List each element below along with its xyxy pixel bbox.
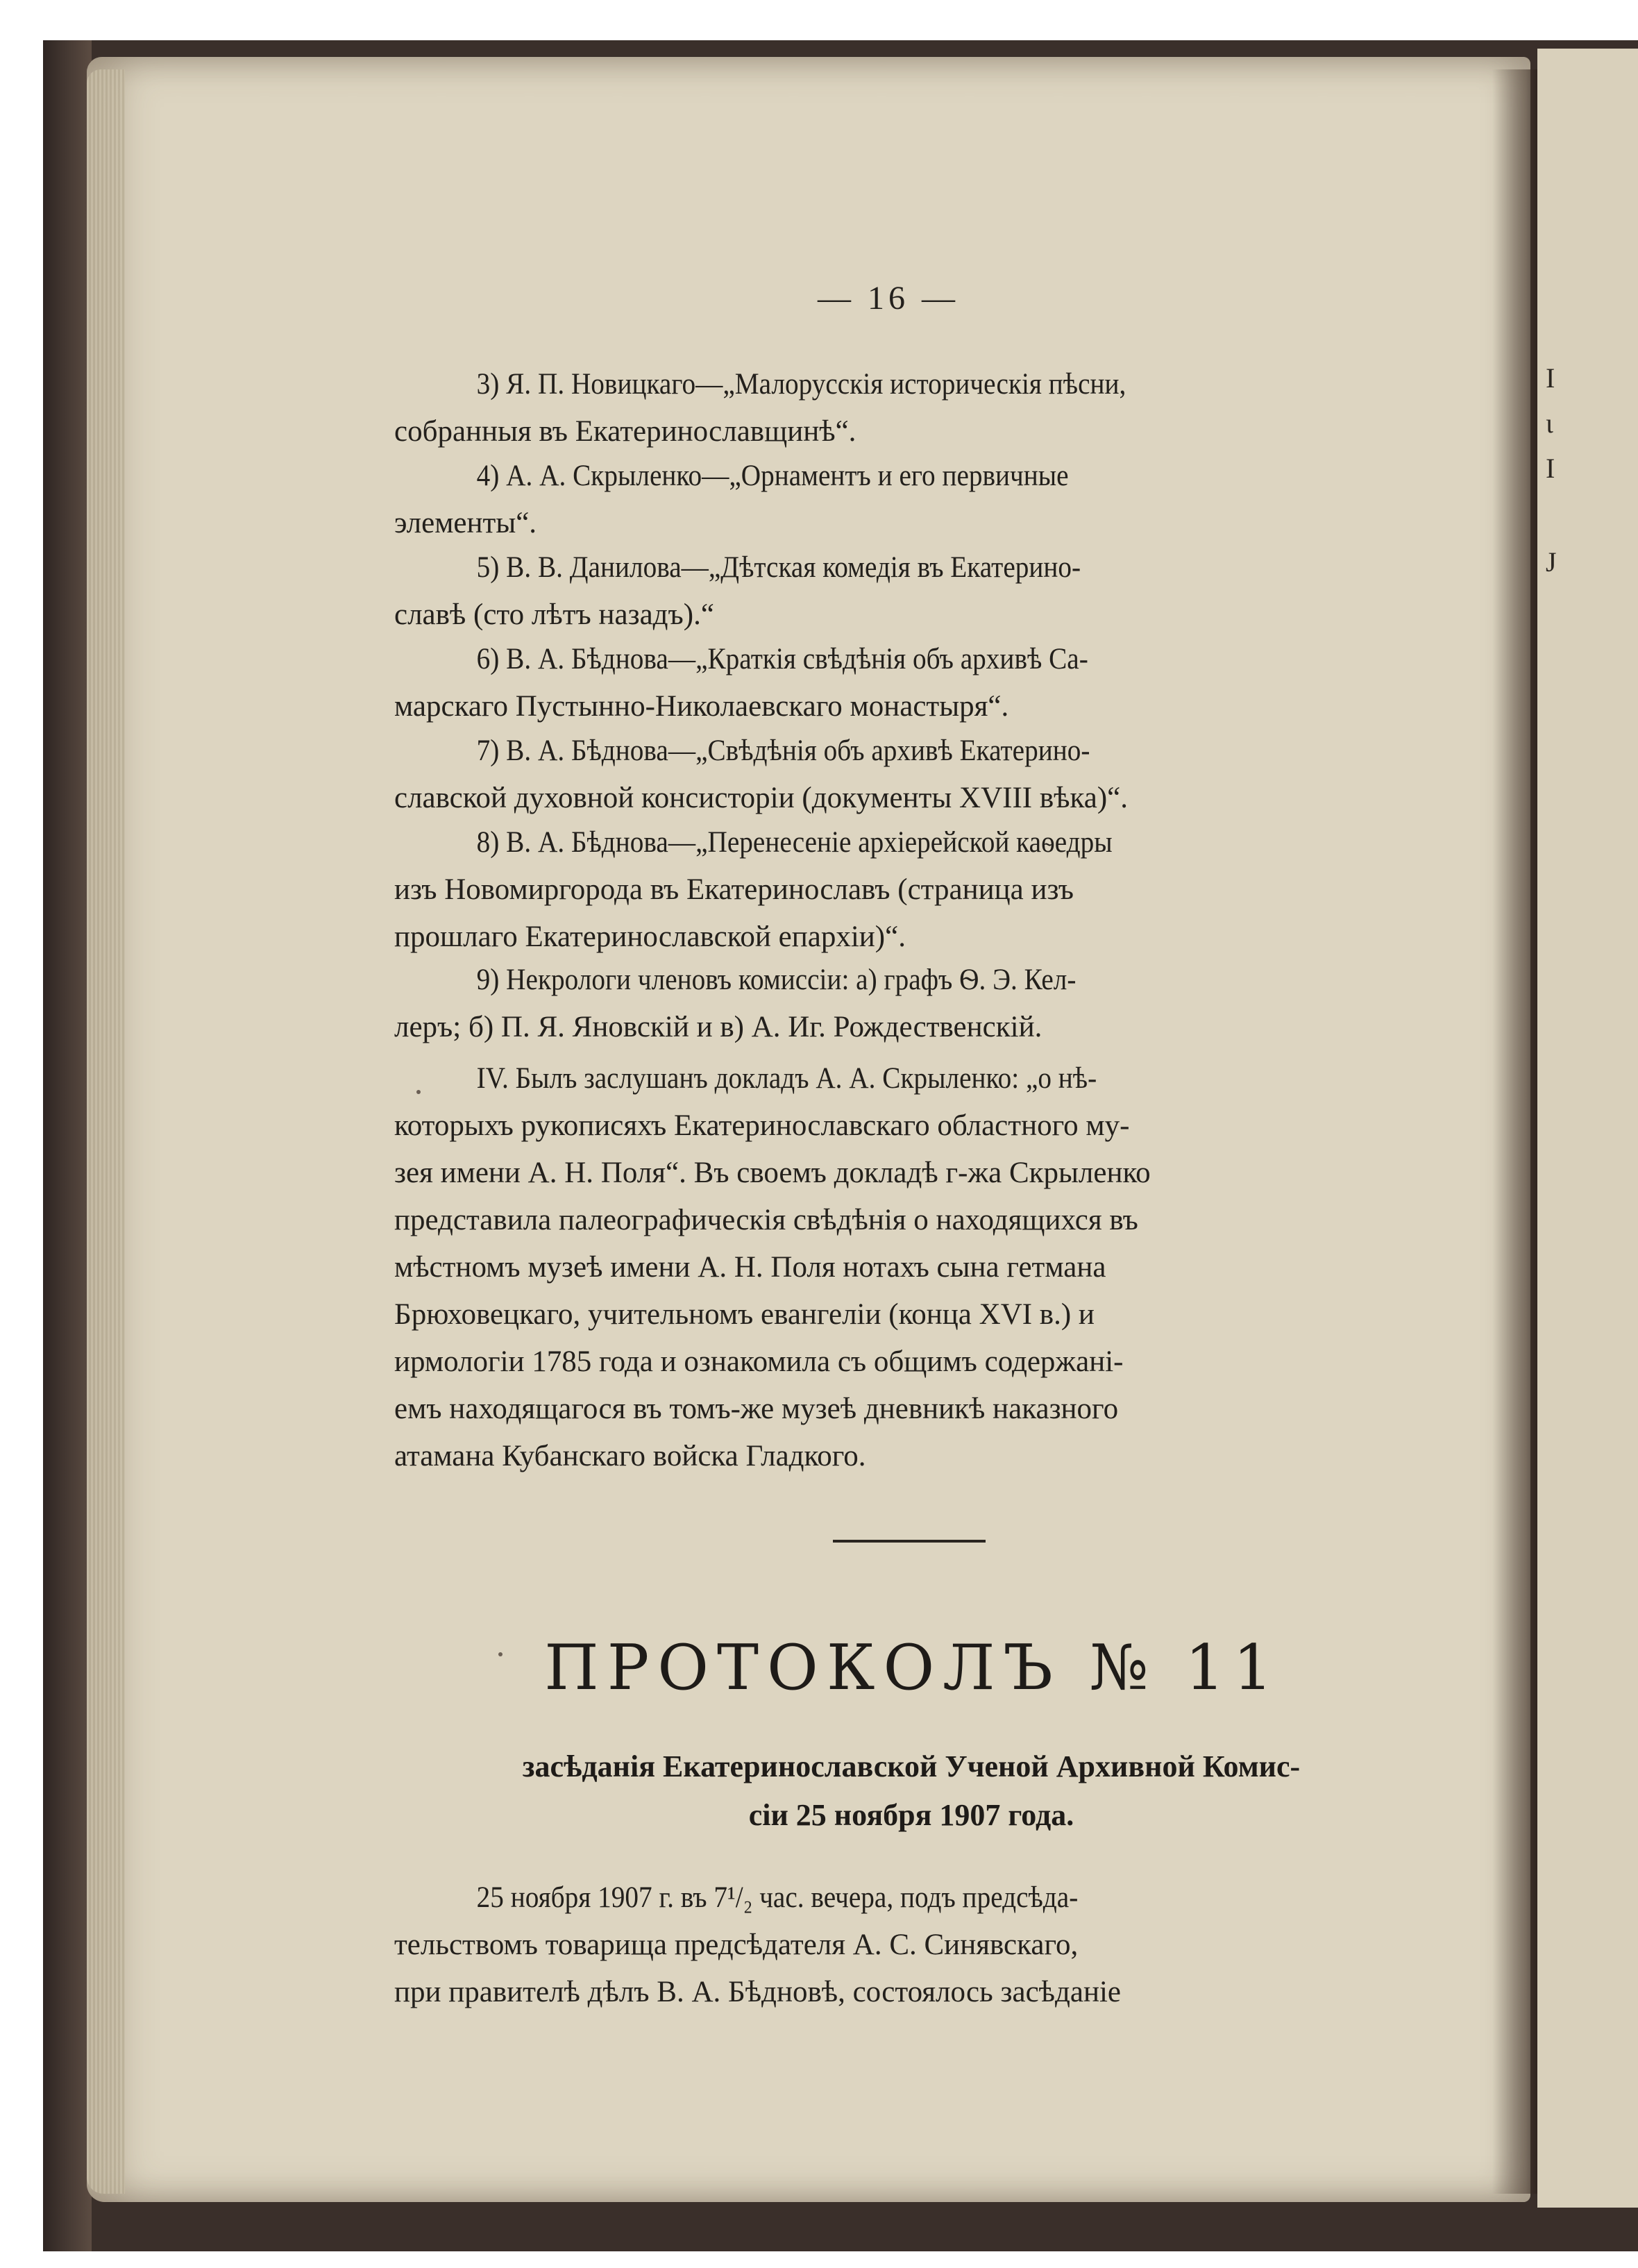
text-line: емъ находящагося въ томъ-же музеѣ дневникѣ наказного — [394, 1393, 1119, 1425]
text-line: атамана Кубанскаго войска Гладкого. — [394, 1440, 866, 1472]
text-line: Брюховецкаго, учительномъ евангеліи (конца XVI в.) и — [394, 1298, 1095, 1331]
text-line: 25 ноября 1907 г. въ 7¹/₂ час. вечера, подъ предсѣда- — [476, 1881, 1079, 1914]
list-item — [394, 453, 1428, 547]
paragraph-section-iv — [394, 1055, 1428, 1480]
protocol-title: ПРОТОКОЛЪ № 11 — [544, 1631, 1281, 1704]
adjacent-page — [1537, 49, 1638, 2208]
adjacent-page-fragment: I — [1546, 362, 1555, 394]
text-line: славской духовной консисторіи (документы XVIII вѣка)“. — [394, 782, 1128, 814]
page-number: — 16 — — [818, 280, 959, 317]
text-line: собранныя въ Екатеринославщинѣ“. — [394, 415, 856, 448]
text-line: 9) Некрологи членовъ комиссіи: а) графъ Ѳ. Э. Кел- — [476, 964, 1076, 996]
list-item — [394, 544, 1428, 639]
text-line: IV. Былъ заслушанъ докладъ А. А. Скрыленко: „о нѣ- — [476, 1062, 1097, 1095]
text-line: 3) Я. П. Новицкаго—„Малорусскія историческія пѣсни, — [476, 368, 1126, 401]
list-item — [394, 636, 1428, 730]
protocol-body — [394, 1874, 1428, 2016]
text-line: тельствомъ товарища предсѣдателя А. С. Синявскаго, — [394, 1929, 1079, 1961]
book-gutter — [1492, 69, 1541, 2194]
paper-speck — [498, 1652, 503, 1656]
text-line: 4) А. А. Скрыленко—„Орнаментъ и его первичные — [476, 460, 1069, 492]
text-line: элементы“. — [394, 507, 537, 539]
list-item — [394, 819, 1428, 961]
text-line: марскаго Пустынно-Николаевскаго монастыря“. — [394, 690, 1009, 723]
adjacent-page-fragment: ι — [1546, 408, 1553, 439]
list-item — [394, 728, 1428, 822]
protocol-subtitle — [394, 1742, 1428, 1840]
book-cover-edge — [43, 40, 92, 2251]
list-item — [394, 957, 1428, 1051]
text-line: славѣ (сто лѣтъ назадъ).“ — [394, 598, 714, 631]
adjacent-page-fragment: J — [1546, 546, 1557, 578]
text-line: 5) В. В. Данилова—„Дѣтская комедія въ Екатерино- — [476, 551, 1081, 584]
text-line: при правителѣ дѣлъ В. А. Бѣдновѣ, состоялось засѣданіе — [394, 1976, 1122, 2008]
text-line: 6) В. А. Бѣднова—„Краткія свѣдѣнія объ архивѣ Са- — [476, 643, 1088, 675]
text-line: которыхъ рукописяхъ Екатеринославскаго областного му- — [394, 1109, 1130, 1142]
text-line: 8) В. А. Бѣднова—„Перенесеніе архіерейской каѳедры — [476, 826, 1113, 859]
text-line: 7) В. А. Бѣднова—„Свѣдѣнія объ архивѣ Екатерино- — [476, 734, 1090, 767]
text-line: зея имени А. Н. Поля“. Въ своемъ докладѣ г-жа Скрыленко — [394, 1157, 1151, 1189]
text-line: мѣстномъ музеѣ имени А. Н. Поля нотахъ сына гетмана — [394, 1251, 1106, 1284]
subtitle-line: сіи 25 ноября 1907 года. — [748, 1798, 1074, 1832]
text-line: представила палеографическія свѣдѣнія о находящихся въ — [394, 1204, 1138, 1236]
adjacent-page-fragment: I — [1546, 453, 1555, 484]
text-line: ирмологіи 1785 года и ознакомила съ общимъ содержані- — [394, 1345, 1124, 1378]
text-line: изъ Новомиргорода въ Екатеринославъ (страница изъ — [394, 873, 1074, 906]
text-line: леръ; б) П. Я. Яновскій и в) А. Иг. Рождественскій. — [394, 1011, 1042, 1043]
section-divider — [833, 1540, 986, 1543]
page-stack-edges — [87, 69, 125, 2194]
paper-speck — [416, 1090, 421, 1094]
text-line: прошлаго Екатеринославской епархіи)“. — [394, 921, 906, 953]
subtitle-line: засѣданія Екатеринославской Ученой Архивной Комис- — [522, 1749, 1301, 1783]
list-item — [394, 361, 1428, 455]
